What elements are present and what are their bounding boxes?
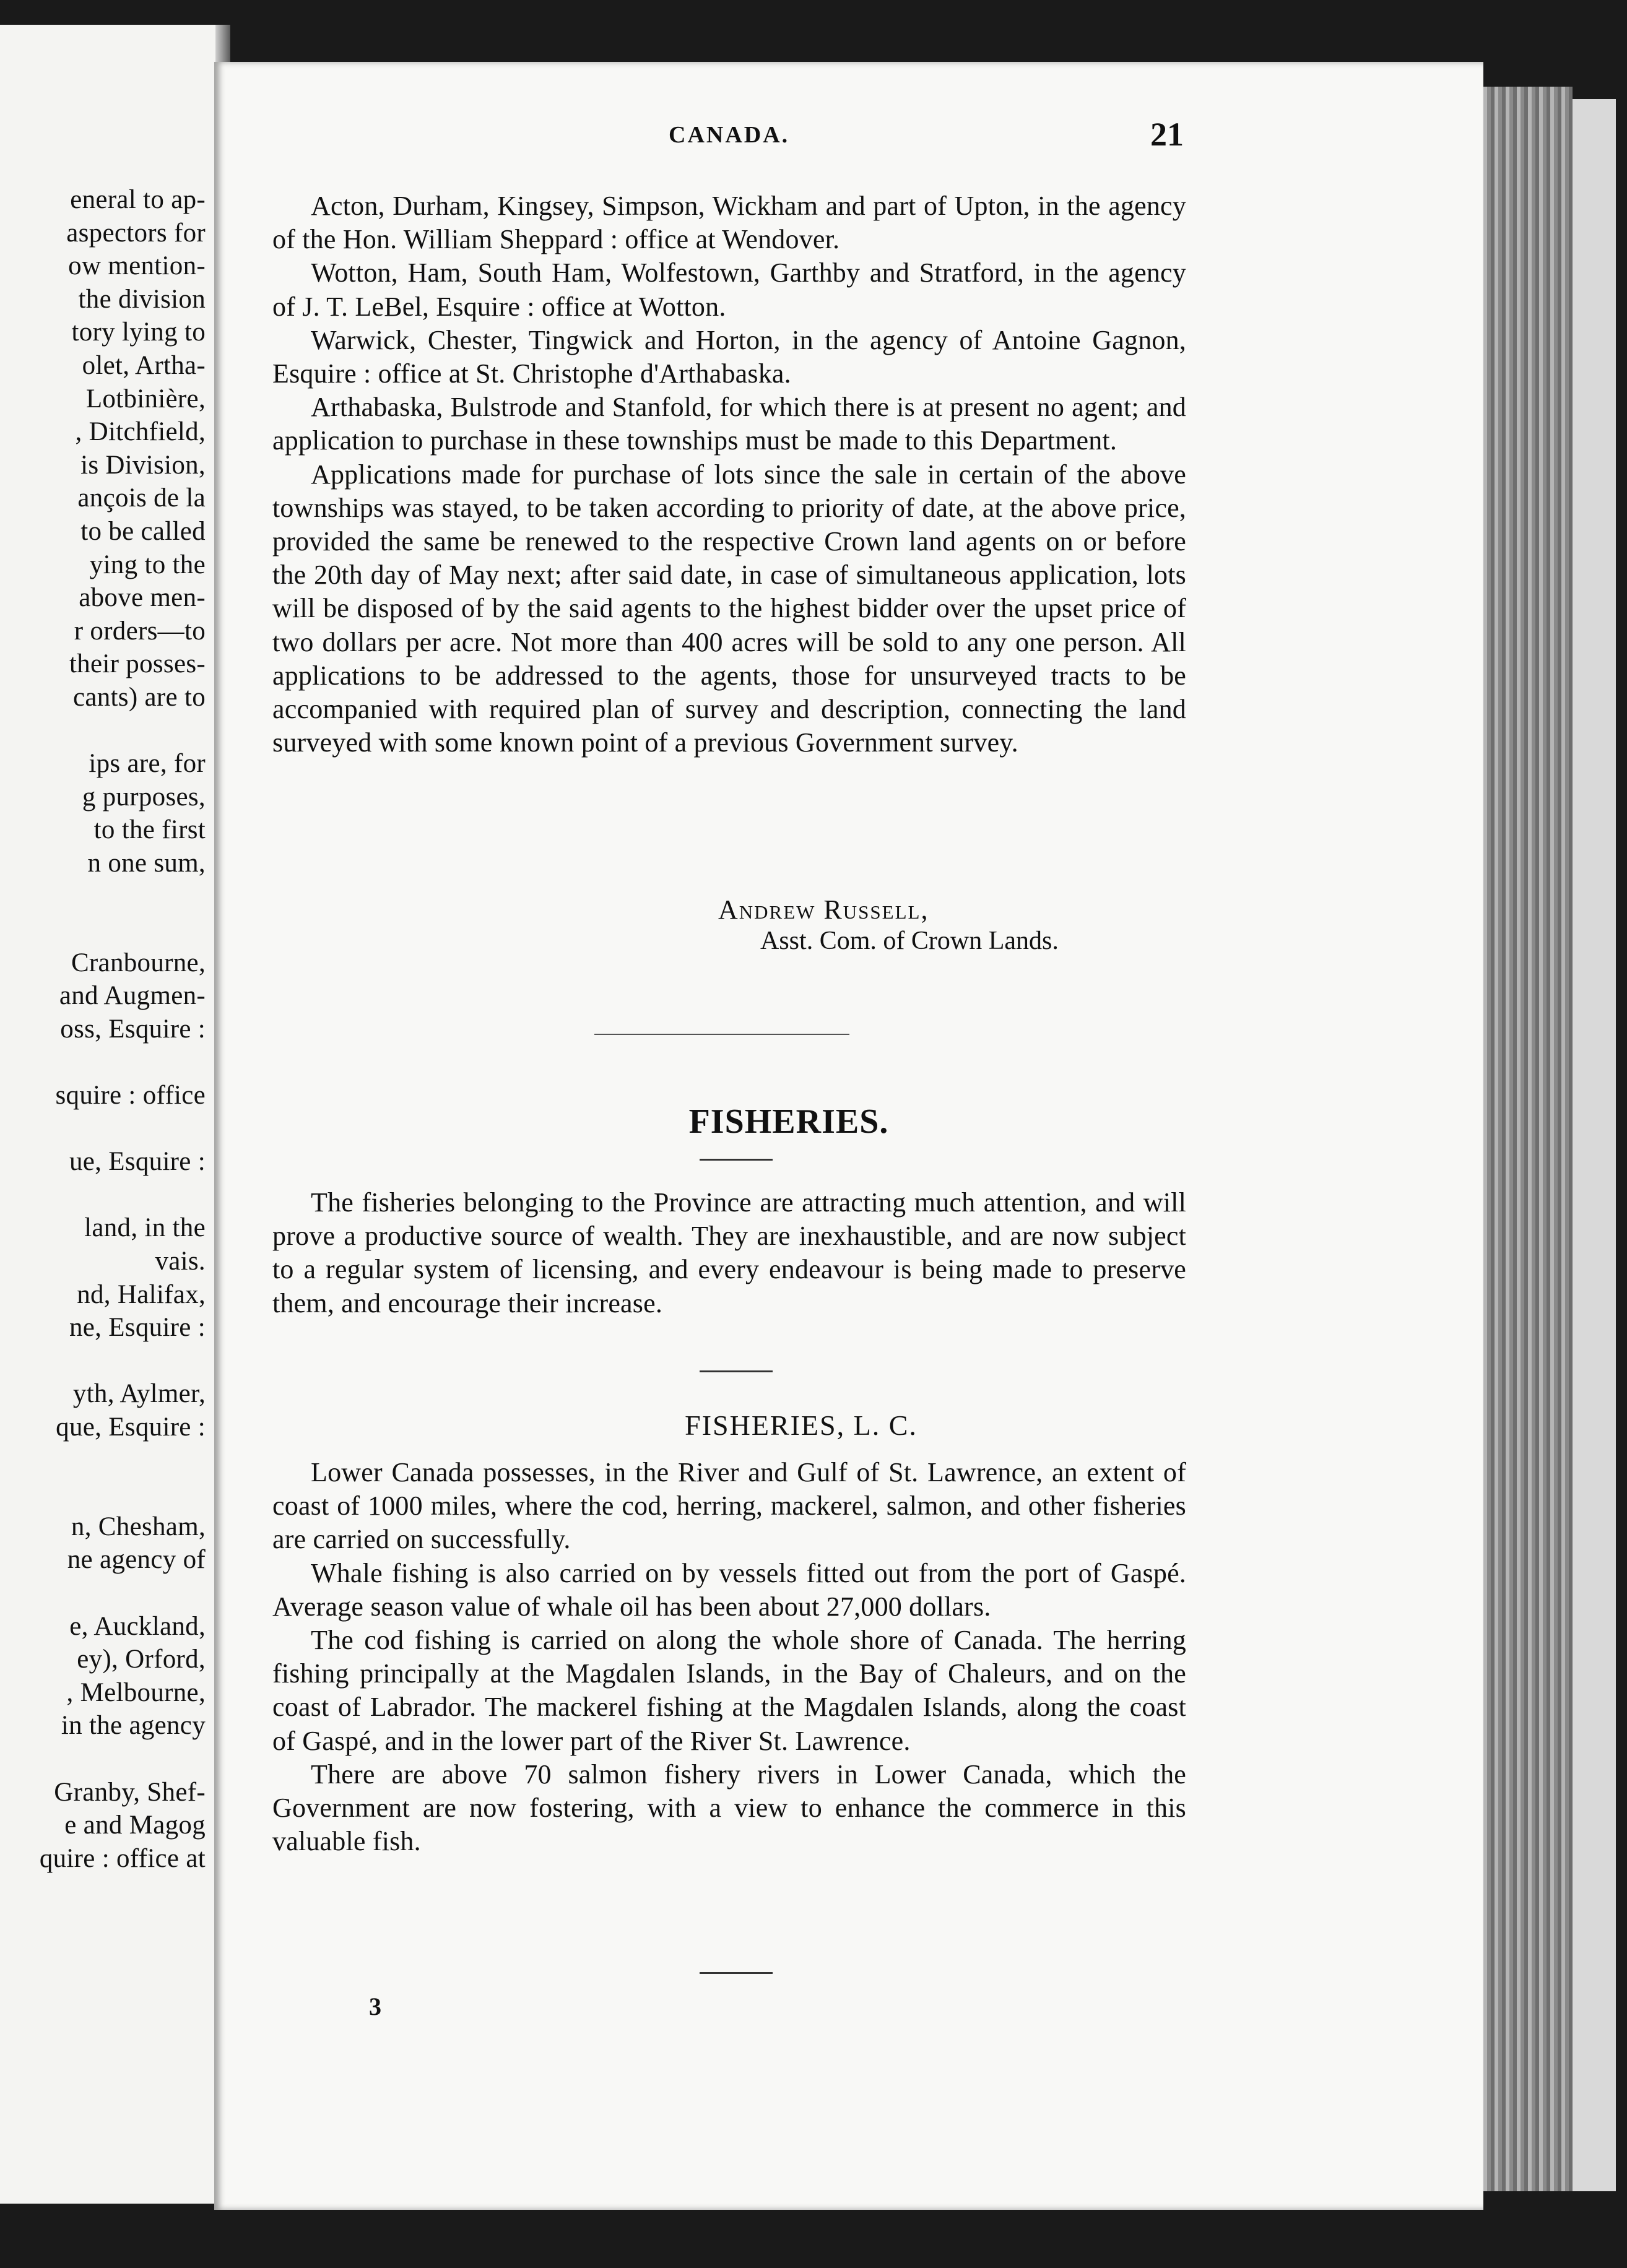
paragraph: Whale fishing is also carried on by vessels fitted out from the port of Gaspé. Average season value of whale oil has been about 27,000 dollars.	[272, 1557, 1186, 1622]
previous-page-line	[0, 1742, 206, 1776]
previous-page-line: quire : office at	[39, 1843, 206, 1873]
previous-page-line	[0, 880, 206, 913]
paragraph: The fisheries belonging to the Province are attracting much attention, and will prove a productive source of wealth. They are inexhaustible, and are now subject to a regular system of licensing, and every endeavour is being made to preserve them, and encourage their increase.	[272, 1187, 1186, 1318]
previous-page-line: Granby, Shef-	[54, 1777, 206, 1807]
previous-page-line: e and Magog	[64, 1811, 206, 1840]
previous-page-line	[0, 1179, 206, 1212]
title-underline	[700, 1159, 773, 1161]
previous-page-line: in the agency	[61, 1711, 206, 1741]
paragraph: Acton, Durham, Kingsey, Simpson, Wickham and part of Upton, in the agency of the Hon. William Sheppard : office at Wendover.	[272, 191, 1186, 255]
section-title-fisheries: FISHERIES.	[688, 1102, 889, 1141]
section-divider	[700, 1370, 773, 1372]
previous-page-line: cants) are to	[72, 682, 206, 712]
previous-page-line: oss, Esquire :	[60, 1014, 206, 1044]
paragraph: Wotton, Ham, South Ham, Wolfestown, Garthby and Stratford, in the agency of J. T. LeBel, Esquire : office at Wotton.	[272, 258, 1186, 322]
previous-page-text	[0, 183, 206, 1875]
previous-page-line: nd, Halifax,	[77, 1279, 206, 1309]
running-header: CANADA.	[669, 122, 790, 148]
previous-page-line: ançois de la	[77, 483, 206, 513]
previous-page-line: to be called	[80, 516, 206, 546]
previous-page-line: ey), Orford,	[77, 1645, 206, 1674]
previous-page-line	[0, 714, 206, 748]
previous-page-line: Lotbinière,	[85, 384, 206, 413]
signature-title: Asst. Com. of Crown Lands.	[760, 927, 1059, 955]
previous-page-line: ue, Esquire :	[69, 1147, 206, 1177]
previous-page-line: , Ditchfield,	[75, 417, 206, 447]
previous-page-line: to the first	[93, 815, 206, 845]
previous-page-line: ne agency of	[67, 1545, 206, 1575]
signature-name: Andrew Russell,	[718, 894, 929, 925]
previous-page-line	[0, 1577, 206, 1610]
previous-page-line	[0, 1444, 206, 1478]
previous-page-line: aspectors for	[66, 218, 206, 248]
previous-page-line: is Division,	[80, 450, 206, 480]
previous-page-line: olet, Artha-	[82, 350, 206, 380]
previous-page-line: above men-	[79, 583, 206, 613]
previous-page-line: yth, Aylmer,	[72, 1379, 206, 1409]
previous-page-line: g purposes,	[82, 782, 206, 812]
paragraph: Applications made for purchase of lots since the sale in certain of the above townships was stayed, to be taken according to priority of date, at the above price, provided the same be renewed to the respective Crown land agents on or before the 20th day of May next; after said date, in case of simultaneous application, lots will be disposed of by the said agents to the highest bidder over the upset price of two dollars per acre. Not more than 400 acres will be sold to any one person. All applications to be addressed to the agents, those for unsurveyed tracts to be accompanied with required plan of survey and description, connecting the land surveyed with some known point of a previous Government survey.	[272, 459, 1186, 758]
previous-page-line: the division	[78, 284, 206, 314]
fisheries-intro	[272, 1186, 1186, 1320]
section-divider	[594, 1034, 849, 1035]
paragraph: There are above 70 salmon fishery rivers in Lower Canada, which the Government are now fostering, with a view to enhance the commerce in this valuable fish.	[272, 1759, 1186, 1857]
previous-page-line: vais.	[155, 1247, 206, 1276]
previous-page-line: land, in the	[84, 1213, 206, 1243]
previous-page-line	[0, 913, 206, 946]
signature-mark: 3	[369, 1993, 381, 2020]
paragraph: Arthabaska, Bulstrode and Stanfold, for which there is at present no agent; and application to purchase in these townships must be made to this Department.	[272, 392, 1186, 456]
previous-page-line: squire : office	[55, 1081, 206, 1110]
land-agents-section	[272, 189, 1186, 760]
paragraph: Lower Canada possesses, in the River and Gulf of St. Lawrence, an extent of coast of 1000 miles, where the cod, herring, mackerel, salmon, and other fisheries are carried on successfully.	[272, 1457, 1186, 1555]
previous-page-line: , Melbourne,	[66, 1677, 206, 1707]
fisheries-lc-section	[272, 1456, 1186, 1858]
previous-page-line: tory lying to	[71, 318, 206, 347]
book-cover-edge	[1573, 99, 1616, 2191]
previous-page-line	[0, 1477, 206, 1510]
previous-page-line	[0, 1045, 206, 1079]
previous-page-line: que, Esquire :	[56, 1412, 206, 1442]
paragraph: The cod fishing is carried on along the whole shore of Canada. The herring fishing principally at the Magdalen Islands, in the Bay of Chaleurs, and on the coast of Labrador. The mackerel fishing at the Magdalen Islands, along the coast of Gaspé, and in the lower part of the River St. Lawrence.	[272, 1625, 1186, 1756]
previous-page-line: ying to the	[89, 550, 206, 579]
section-title-fisheries-lc: FISHERIES, L. C.	[685, 1409, 918, 1441]
previous-page-line: n one sum,	[87, 848, 206, 878]
page-number: 21	[1150, 116, 1184, 153]
previous-page-line: e, Auckland,	[69, 1611, 206, 1641]
previous-page-line: r orders—to	[74, 616, 206, 646]
previous-page-line: Cranbourne,	[71, 948, 206, 977]
previous-page-line: ow mention-	[68, 251, 206, 281]
previous-page-line: eneral to ap-	[70, 185, 206, 214]
previous-page-line: n, Chesham,	[71, 1512, 206, 1541]
previous-page-line: their posses-	[69, 649, 206, 679]
previous-page-line: ne, Esquire :	[69, 1313, 206, 1343]
previous-page-line: ips are, for	[89, 749, 206, 779]
previous-page-line	[0, 1344, 206, 1378]
previous-page-line: and Augmen-	[59, 981, 206, 1011]
section-divider	[700, 1972, 773, 1974]
paragraph: Warwick, Chester, Tingwick and Horton, in the agency of Antoine Gagnon, Esquire : office at St. Christophe d'Arthabaska.	[272, 324, 1186, 389]
